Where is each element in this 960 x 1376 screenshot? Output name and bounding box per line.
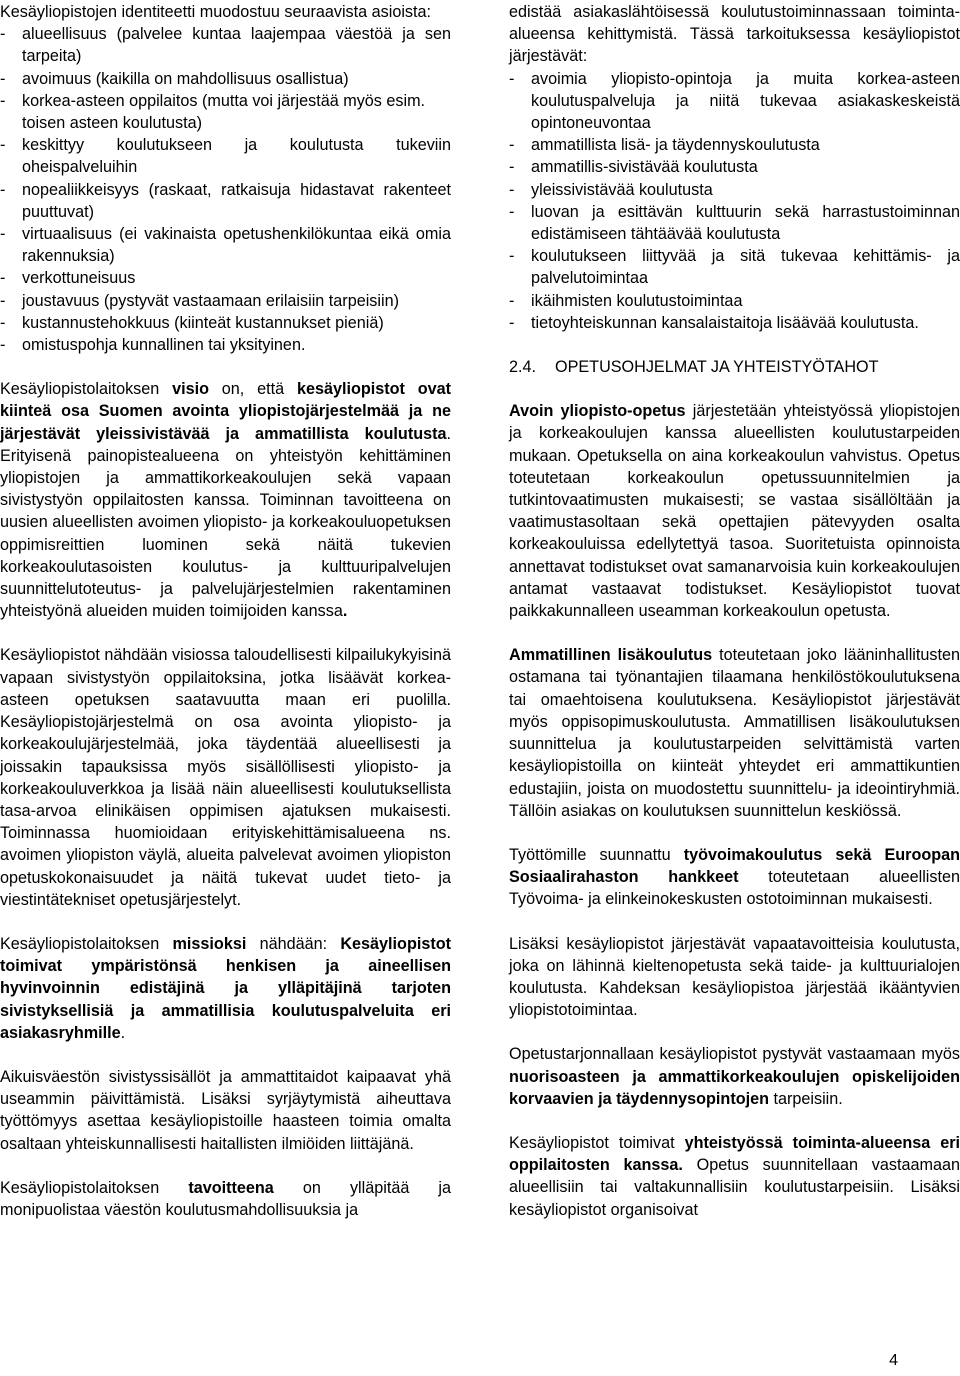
list-item: - alueellisuus (palvelee kuntaa laajempaa väestöä ja sen tarpeita) bbox=[0, 25, 451, 66]
ammatillinen-paragraph: Ammatillinen lisäkoulutus toteutetaan joko lääninhallitusten ostamana tai työnantajien tilaamana henkilöstökoulutuksena tai omaehtoisena koulutuksena. Kesäyliopistot järjestävät myös oppisopimuskoulutusta. Ammatillisen lisäkoulutuksen suunnittelua ja koulutustarpeiden selvittämistä varten kesäyliopistoilla on kiinteät yhteydet eri ammattikuntien edustajiin, joista on muodostettu suunnittelu- ja ideointiryhmiä. Tällöin asiakas on koulutuksen suunnittelun keskiössä. bbox=[509, 646, 960, 820]
list-item: - joustavuus (pystyvät vastaamaan erilaisiin tarpeisiin) bbox=[0, 291, 399, 310]
list-item: - korkea-asteen oppilaitos (mutta voi järjestää myös esim. toisen asteen koulutusta) bbox=[0, 91, 426, 133]
list-item: - yleissivistävää koulutusta bbox=[509, 180, 713, 199]
tavoite-paragraph: Kesäyliopistolaitoksen tavoitteena on ylläpitää ja monipuolistaa väestön koulutusmahdollisuuksia ja bbox=[0, 1178, 451, 1219]
offerings-list bbox=[509, 68, 960, 334]
nuoriso-paragraph: Opetustarjonnallaan kesäyliopistot pystyvät vastaamaan myös nuorisoasteen ja ammattikorkeakoulujen opiskelijoiden korvaavien ja täydennysopintojen tarpeisiin. bbox=[509, 1045, 960, 1108]
list-item: - verkottuneisuus bbox=[0, 269, 136, 288]
right-column bbox=[509, 1, 960, 1243]
yhteistyo-paragraph: Kesäyliopistot toimivat yhteistyössä toiminta-alueensa eri oppilaitosten kanssa. Opetus suunnitellaan vastaamaan alueellisiin tai valtakunnallisiin koulutustarpeisiin. Lisäksi kesäyliopistot organisoivat bbox=[509, 1133, 960, 1219]
avoin-paragraph: Avoin yliopisto-opetus järjestetään yhteistyössä yliopistojen ja korkeakoulujen kanssa alueellisten koulutustarpeiden mukaan. Opetuksella on aina korkeakoulun vahvistus. Opetus toteutetaan korkeakoulun opetussuunnitelmien ja tutkintovaatimusten mukaisesti; se vastaa sisällöltään ja vaatimustasoltaan sekä opettajien pätevyyden osalta korkeakouluissa edellytettyä tasoa. Suoritetuista opinnoista annettavat todistukset ovat samanarvoisia kuin korkeakoulujen antamat vastaavat todistukset. Kesäyliopistot tuovat paikkakunnalleen useamman korkeakoulun opetusta. bbox=[509, 402, 960, 621]
list-item: - luovan ja esittävän kulttuurin sekä harrastustoiminnan edistämiseen tähtäävää koulutusta bbox=[509, 202, 960, 244]
list-item: - ammatillista lisä- ja täydennyskoulutusta bbox=[509, 136, 820, 155]
identity-intro: Kesäyliopistojen identiteetti muodostuu seuraavista asioista: bbox=[0, 3, 432, 21]
list-item: - ammatillis-sivistävää koulutusta bbox=[509, 158, 758, 177]
aikuis-paragraph: Aikuisväestön sivistyssisällöt ja ammattitaidot kaipaavat yhä useammin päivittämistä. Lisäksi syrjäytymistä aiheuttava työttömyys asettaa kesäyliopistoille haasteen toimia omalta osaltaan yhteiskunnallisesti haitallisten ilmiöiden liittäjänä. bbox=[0, 1067, 451, 1153]
list-item: - tietoyhteiskunnan kansalaistaitoja lisäävää koulutusta. bbox=[509, 313, 919, 332]
identity-list bbox=[0, 23, 451, 356]
lisaksi-paragraph: Lisäksi kesäyliopistot järjestävät vapaatavoitteisia koulutusta, joka on lähinnä kieltenopetusta sekä taide- ja kulttuurialojen koulutusta. Kahdeksan kesäyliopistoa järjestää ikääntyvien yliopistotoimintaa. bbox=[509, 934, 960, 1020]
visio-paragraph: Kesäyliopistolaitoksen visio on, että kesäyliopistot ovat kiinteä osa Suomen avointa yliopistojärjestelmää ja ne järjestävät yleissivistävää ja ammatillista koulutusta. Erityisenä painopistealueena on yhteistyön kehittäminen yliopistojen ja ammattikorkeakoulujen sekä vapaan sivistystyön oppilaitosten kanssa. Toiminnan tavoitteena on uusien alueellisten avoimen yliopisto- ja korkeakouluopetuksen oppimisreittien luominen sekä näitä tukevien korkeakoulutasoisten koulutus- ja kulttuuripalvelujen suunnittelutoteutus- ja palvelujärjestelmien rakentaminen yhteistyönä alueiden muiden toimijoiden kanssa. bbox=[0, 380, 451, 621]
list-item: - avoimuus (kaikilla on mahdollisuus osallistua) bbox=[0, 69, 349, 88]
list-item: - nopealiikkeisyys (raskaat, ratkaisuja hidastavat rakenteet puuttuvat) bbox=[0, 180, 451, 221]
list-item: - kustannustehokkuus (kiinteät kustannukset pieniä) bbox=[0, 313, 384, 332]
section-heading: 2.4. OPETUSOHJELMAT JA YHTEISTYÖTAHOT bbox=[509, 358, 879, 377]
tyovoima-paragraph: Työttömille suunnattu työvoimakoulutus sekä Euroopan Sosiaalirahaston hankkeet toteutetaan alueellisten Työvoima- ja elinkeinokeskusten ostotoiminnan mukaisesti. bbox=[509, 845, 960, 909]
page-number: 4 bbox=[889, 1351, 898, 1369]
list-item: - koulutukseen liittyvää ja sitä tukevaa kehittämis- ja palvelutoimintaa bbox=[509, 247, 960, 288]
talous-paragraph: Kesäyliopistot nähdään visiossa taloudellisesti kilpailukykyisinä vapaan sivistystyön oppilaitoksina, jotka lisäävät korkea-asteen opetuksen saatavuutta maan eri puolilla. Kesäyliopistojärjestelmä on osa avointa yliopisto- ja korkeakoulujärjestelmää, joka täydentää alueellisesti ja joissakin tapauksissa myös sisällöllisesti yliopisto- ja korkeakouluverkkoa ja lisää näin alueellisesti koulutuksellista tasa-arvoa elinikäisen oppimisen ajatuksen mukaisesti. Toiminnassa huomioidaan erityiskehittämisalueena ns. avoimen yliopiston väylä, alueita palvelevat avoimen yliopiston opetuskokonaisuudet ja näitä tukevat uudet tieto- ja viestintätekniset opetusjärjestelyt. bbox=[0, 646, 451, 909]
left-column bbox=[0, 1, 451, 1243]
list-item: - avoimia yliopisto-opintoja ja muita korkea-asteen koulutuspalveluja ja niitä tukevaa asiakaskeskeistä opintoneuvontaa bbox=[509, 69, 960, 133]
missio-paragraph: Kesäyliopistolaitoksen missioksi nähdään: Kesäyliopistot toimivat ympäristönsä henkisen ja aineellisen hyvinvoinnin edistäjinä ja ylläpitäjinä tarjoten sivistyksellisiä ja ammatillisia koulutuspalveluita eri asiakasryhmille. bbox=[0, 934, 452, 1042]
list-item: - keskittyy koulutukseen ja koulutusta tukeviin oheispalveluihin bbox=[0, 136, 451, 177]
list-item: - virtuaalisuus (ei vakinaista opetushenkilökuntaa eikä omia rakennuksia) bbox=[0, 225, 451, 266]
list-item: - ikäihmisten koulutustoimintaa bbox=[509, 291, 743, 310]
continuation-paragraph: edistää asiakaslähtöisessä koulutustoiminnassaan toiminta-alueensa kehittymistä. Tässä tarkoituksessa kesäyliopistot järjestävät: bbox=[509, 3, 960, 66]
list-item: - omistuspohja kunnallinen tai yksityinen. bbox=[0, 336, 306, 355]
